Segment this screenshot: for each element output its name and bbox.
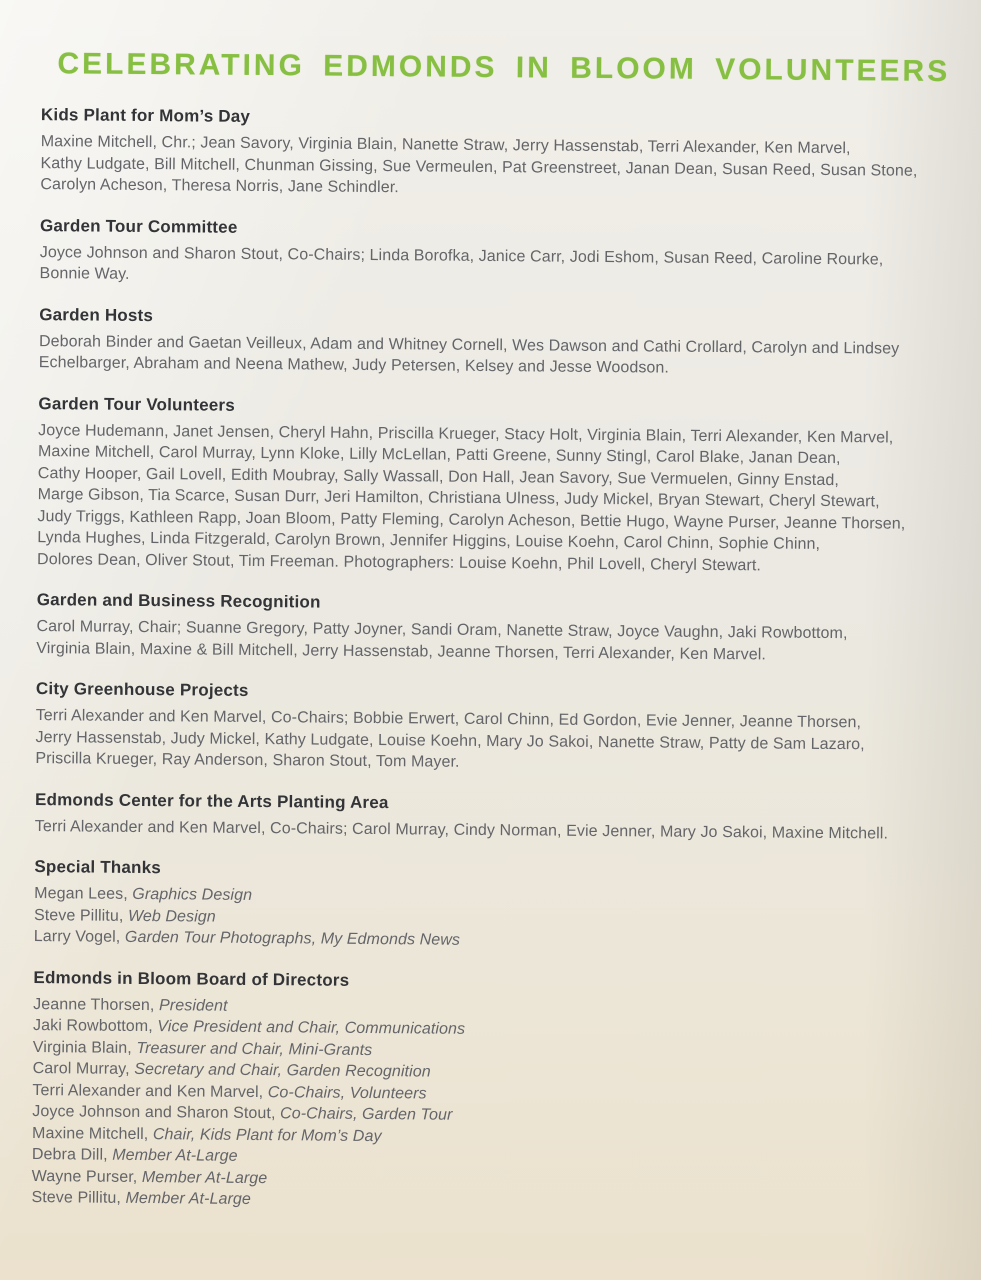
credit-name: Jaki Rowbottom,	[32, 1017, 153, 1036]
names-line: Deborah Binder and Gaetan Veilleux, Adam and Whitney Cornell, Wes Dawson and Cathi Crollard, Carolyn and Lindsey	[38, 332, 900, 358]
names-line: Joyce Johnson and Sharon Stout, Co-Chairs; Linda Borofka, Janice Carr, Jodi Eshom, Susan Reed, Caroline Rourke,	[39, 243, 884, 268]
names-line: Carolyn Acheson, Theresa Norris, Jane Schindler.	[40, 176, 399, 197]
credit-role: Member At-Large	[112, 1146, 238, 1165]
credit-role: Graphics Design	[132, 885, 253, 904]
names-line: Maxine Mitchell, Carol Murray, Lynn Kloke, Lilly McLellan, Patti Greene, Sunny Stingl, Carol Blake, Janan Dean,	[37, 443, 841, 468]
section-block	[34, 856, 930, 955]
names-line: Terri Alexander and Ken Marvel, Co-Chairs; Bobbie Erwert, Carol Chinn, Ed Gordon, Evie Jenner, Jeanne Thorsen,	[35, 707, 862, 732]
section-heading: Garden Hosts	[39, 304, 154, 325]
credit-name: Steve Pillitu,	[31, 1189, 122, 1207]
sections-container	[31, 104, 936, 1216]
credit-name: Larry Vogel,	[33, 928, 121, 946]
section-heading: Garden Tour Committee	[39, 215, 238, 237]
credit-role: President	[158, 996, 228, 1015]
credit-name: Jeanne Thorsen,	[33, 995, 155, 1014]
credit-role: Secretary and Chair, Garden Recognition	[134, 1060, 431, 1081]
names-line: Marge Gibson, Tia Scarce, Susan Durr, Jeri Hamilton, Christiana Ulness, Judy Mickel, Bryan Stewart, Cheryl Stewart,	[37, 486, 880, 511]
credit-role: Chair, Kids Plant for Mom’s Day	[152, 1125, 382, 1145]
section-heading: Edmonds Center for the Arts Planting Area	[34, 789, 389, 812]
names-line: Terri Alexander and Ken Marvel, Co-Chairs; Carol Murray, Cindy Norman, Evie Jenner, Mary Jo Sakoi, Maxine Mitchell.	[34, 817, 889, 843]
section-block	[39, 304, 935, 382]
names-line: Priscilla Krueger, Ray Anderson, Sharon Stout, Tom Mayer.	[35, 750, 460, 771]
section-heading: Special Thanks	[34, 857, 162, 878]
page-title: CELEBRATING EDMONDS IN BLOOM VOLUNTEERS	[57, 47, 951, 89]
section-block	[36, 589, 932, 667]
credit-role: Member At-Large	[141, 1168, 268, 1187]
credit-role: Co-Chairs, Volunteers	[267, 1083, 427, 1102]
names-line: Jerry Hassenstab, Judy Mickel, Kathy Ludgate, Louise Koehn, Mary Jo Sakoi, Nanette Straw, Patty de Sam Lazaro,	[35, 728, 865, 753]
names-line: Cathy Hooper, Gail Lovell, Edith Moubray, Sally Wassall, Don Hall, Jean Savory, Sue Vermuelen, Ginny Enstad,	[37, 464, 840, 489]
credit-name: Virginia Blain,	[32, 1038, 132, 1057]
credit-name: Megan Lees,	[34, 885, 128, 903]
names-line: Kathy Ludgate, Bill Mitchell, Chunman Gissing, Sue Vermeulen, Pat Greenstreet, Janan Dean, Susan Reed, Susan Stone,	[40, 154, 918, 180]
credit-name: Joyce Johnson and Sharon Stout,	[32, 1103, 276, 1123]
section-heading: Kids Plant for Mom’s Day	[40, 105, 251, 126]
credit-role: Web Design	[127, 907, 216, 926]
names-line: Joyce Hudemann, Janet Jensen, Cheryl Hahn, Priscilla Krueger, Stacy Holt, Virginia Blain, Terri Alexander, Ken Marvel,	[38, 421, 894, 447]
credit-name: Maxine Mitchell,	[32, 1124, 149, 1143]
credit-name: Terri Alexander and Ken Marvel,	[32, 1081, 264, 1101]
section-heading: City Greenhouse Projects	[35, 679, 249, 700]
names-line: Judy Triggs, Kathleen Rapp, Joan Bloom, Patty Fleming, Carolyn Acheson, Bettie Hugo, Wayne Purser, Jeanne Thorsen,	[37, 507, 906, 533]
section-heading: Garden and Business Recognition	[36, 590, 321, 612]
section-heading: Edmonds in Bloom Board of Directors	[33, 967, 350, 990]
credit-name: Debra Dill,	[31, 1146, 108, 1164]
credit-role: Garden Tour Photographs, My Edmonds News	[124, 928, 461, 949]
section-block	[35, 789, 930, 845]
names-line: Bonnie Way.	[39, 265, 130, 283]
names-line: Lynda Hughes, Linda Fitzgerald, Carolyn Brown, Jennifer Higgins, Louise Koehn, Carol Chinn, Sophie Chinn,	[37, 529, 821, 553]
credit-role: Treasurer and Chair, Mini-Grants	[136, 1039, 373, 1059]
credit-role: Vice President and Chair, Communications	[157, 1018, 466, 1038]
credit-name: Wayne Purser,	[31, 1167, 138, 1186]
credit-name: Carol Murray,	[32, 1060, 130, 1078]
section-block	[31, 967, 928, 1217]
section-block	[39, 215, 935, 293]
names-line: Virginia Blain, Maxine & Bill Mitchell, Jerry Hassenstab, Jeanne Thorsen, Terri Alexander, Ken Marvel.	[36, 639, 767, 663]
section-block	[37, 393, 934, 578]
names-line: Carol Murray, Chair; Suanne Gregory, Patty Joyner, Sandi Oram, Nanette Straw, Joyce Vaughn, Jaki Rowbottom,	[36, 618, 848, 643]
section-heading: Garden Tour Volunteers	[38, 393, 236, 415]
names-line: Dolores Dean, Oliver Stout, Tim Freeman. Photographers: Louise Koehn, Phil Lovell, Cheryl Stewart.	[37, 550, 762, 574]
credit-role: Co-Chairs, Garden Tour	[280, 1105, 453, 1124]
credit-name: Steve Pillitu,	[33, 906, 124, 925]
names-line: Maxine Mitchell, Chr.; Jean Savory, Virginia Blain, Nanette Straw, Jerry Hassenstab, Terri Alexander, Ken Marvel,	[40, 133, 851, 158]
names-line: Echelbarger, Abraham and Neena Mathew, Judy Petersen, Kelsey and Jesse Woodson.	[38, 354, 670, 377]
credit-role: Member At-Large	[125, 1189, 252, 1208]
section-block	[35, 678, 931, 777]
section-block	[40, 104, 936, 203]
